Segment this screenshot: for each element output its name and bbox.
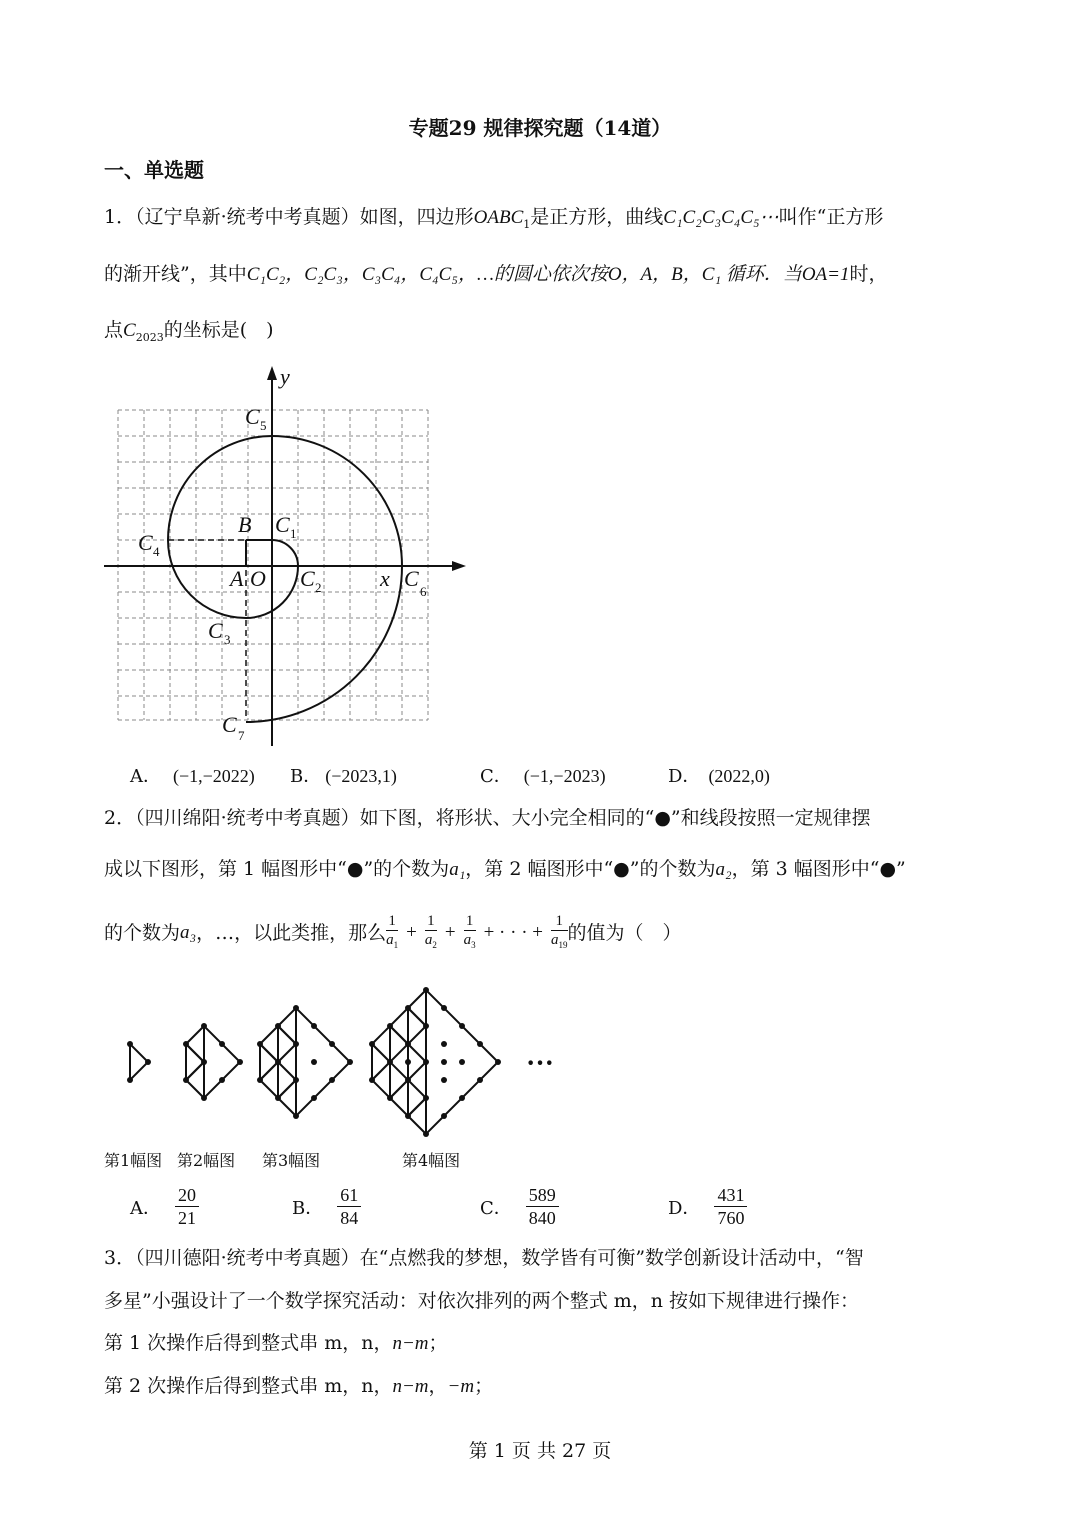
pattern-3 — [260, 1008, 350, 1116]
q1-text: 点 — [104, 319, 124, 341]
q1-condition: OA=1 — [801, 264, 850, 285]
q1-square-sub: 1 — [523, 217, 531, 231]
label-a: A — [230, 566, 244, 591]
q1-text: 1．（辽宁阜新·统考中考真题）如图，四边形 — [104, 206, 474, 228]
label-c1: C — [275, 512, 290, 537]
q2-option-b[interactable]: B． $\frac{61}{84}$ — [292, 1184, 361, 1229]
dots-3 — [257, 1005, 353, 1119]
q3-text: ； — [474, 1375, 494, 1397]
axis-y-label: y — [280, 364, 290, 389]
q2-text: 的值为（ ） — [567, 922, 682, 944]
q2-text: ，第 3 幅图形中“●” — [731, 858, 906, 880]
page-title: 专题29 规律探究题（14道） — [408, 116, 672, 140]
q2-text: ，第 2 幅图形中“●”的个数为 — [465, 858, 716, 880]
axis-x-label: x — [380, 566, 390, 591]
page-footer: 第 1 页 共 27 页 — [468, 1440, 612, 1462]
q3-text: ， — [428, 1375, 448, 1397]
q1-centers: O，A，B，C₁ 循环．当 — [607, 264, 802, 285]
label-o: O — [250, 566, 266, 591]
q1-curve-name: C₁C₂C₃C₄C₅⋯ — [663, 207, 779, 228]
q1-arcs: C₁C₂，C₂C₃，C₃C₄，C₄C₅，…的圆心依次按 — [246, 264, 608, 285]
q1-option-d[interactable]: D． (2022,0) — [668, 766, 770, 787]
dot-pattern-figure — [100, 980, 580, 1145]
q2-line-1: 2．（四川绵阳·统考中考真题）如下图，将形状、大小完全相同的“●”和线段按照一定规律摆 — [104, 807, 871, 829]
q3-text: 第 2 次操作后得到整式串 m，n， — [104, 1375, 393, 1397]
sum-term-3: $\frac{1}{a_3}$ — [463, 913, 476, 950]
sub-c4: 4 — [153, 544, 160, 559]
q3-line-4 — [104, 1372, 493, 1401]
q1-text: 的坐标是( ) — [163, 319, 274, 341]
q1-square-name: OABC — [473, 207, 524, 228]
x-axis-arrow — [452, 561, 466, 571]
q2-line-2 — [104, 855, 906, 884]
sub-c7: 7 — [238, 728, 245, 743]
q3-expr: n−m — [392, 1333, 429, 1354]
q2-option-c[interactable]: C． $\frac{589}{840}$ — [480, 1184, 559, 1229]
sub-c5: 5 — [260, 418, 267, 433]
sum-op: + — [444, 922, 456, 943]
q1-line-2 — [104, 260, 887, 289]
label-c3: C — [208, 618, 223, 643]
sum-term-2: $\frac{1}{a_2}$ — [424, 913, 437, 950]
sub-c2: 2 — [315, 580, 322, 595]
q3-line-1: 3．（四川德阳·统考中考真题）在“点燃我的梦想，数学皆有可衡”数学创新设计活动中，“智 — [104, 1247, 864, 1269]
q3-expr: −m — [447, 1376, 475, 1397]
label-c4: C — [138, 530, 153, 555]
q2-option-d[interactable]: D． $\frac{431}{760}$ — [668, 1184, 747, 1229]
sum-op: + · · · + — [483, 922, 543, 943]
q1-point-sub: 2023 — [135, 330, 164, 344]
q2-text: ，…，以此类推，那么 — [196, 922, 387, 944]
involute-curve — [168, 436, 402, 722]
label-b: B — [238, 512, 252, 537]
sum-term-19: $\frac{1}{a_{19}}$ — [551, 913, 568, 950]
involute-figure — [100, 360, 480, 750]
q1-point: C — [123, 320, 136, 341]
label-c5: C — [245, 404, 260, 429]
q2-line-3 — [104, 912, 682, 954]
sub-c6: 6 — [420, 584, 427, 599]
q1-text: 时， — [849, 263, 888, 285]
sub-c1: 1 — [290, 526, 297, 541]
caption-1: 第1幅图 — [104, 1151, 163, 1170]
q2-a1: a₁ — [449, 859, 466, 880]
q3-line-3 — [104, 1329, 448, 1358]
y-axis-arrow — [267, 366, 277, 380]
q3-expr: n−m — [392, 1376, 429, 1397]
q1-option-a[interactable]: A． (−1,−2022) — [130, 766, 255, 787]
sum-term-1: 1 $a_1$ — [386, 913, 399, 950]
label-c7: C — [222, 712, 237, 737]
q2-a2: a₂ — [715, 859, 732, 880]
q3-text: 第 1 次操作后得到整式串 m，n， — [104, 1332, 393, 1354]
caption-3: 第3幅图 — [262, 1151, 321, 1170]
section-heading: 一、单选题 — [104, 158, 204, 182]
label-c6: C — [404, 566, 419, 591]
q1-text: 叫作“正方形 — [778, 206, 884, 228]
q1-text: 的渐开线”，其中 — [104, 263, 247, 285]
q1-text: 是正方形，曲线 — [530, 206, 664, 228]
label-c2: C — [300, 566, 315, 591]
q3-line-2: 多星”小强设计了一个数学探究活动：对依次排列的两个整式 m，n 按如下规律进行操作： — [104, 1290, 860, 1312]
q1-option-c[interactable]: C． (−1,−2023) — [480, 766, 606, 787]
caption-2: 第2幅图 — [177, 1151, 236, 1170]
dots-4 — [369, 987, 501, 1137]
q2-text: 的个数为 — [104, 922, 181, 944]
q2-a3: a₃ — [180, 922, 197, 943]
q1-line-1 — [104, 203, 883, 239]
q1-line-3 — [104, 316, 274, 352]
sum-op: + — [406, 922, 417, 943]
q2-option-a[interactable]: A． $\frac{20}{21}$ — [130, 1184, 199, 1229]
q3-text: ； — [428, 1332, 448, 1354]
pattern-ellipsis: ··· — [526, 1048, 555, 1079]
q2-text: 成以下图形，第 1 幅图形中“●”的个数为 — [104, 858, 450, 880]
caption-4: 第4幅图 — [402, 1151, 461, 1170]
square-oabc — [246, 540, 272, 566]
q1-option-b[interactable]: B． (−2023,1) — [290, 766, 397, 787]
pattern-2 — [186, 1026, 240, 1098]
sub-c3: 3 — [224, 632, 231, 647]
